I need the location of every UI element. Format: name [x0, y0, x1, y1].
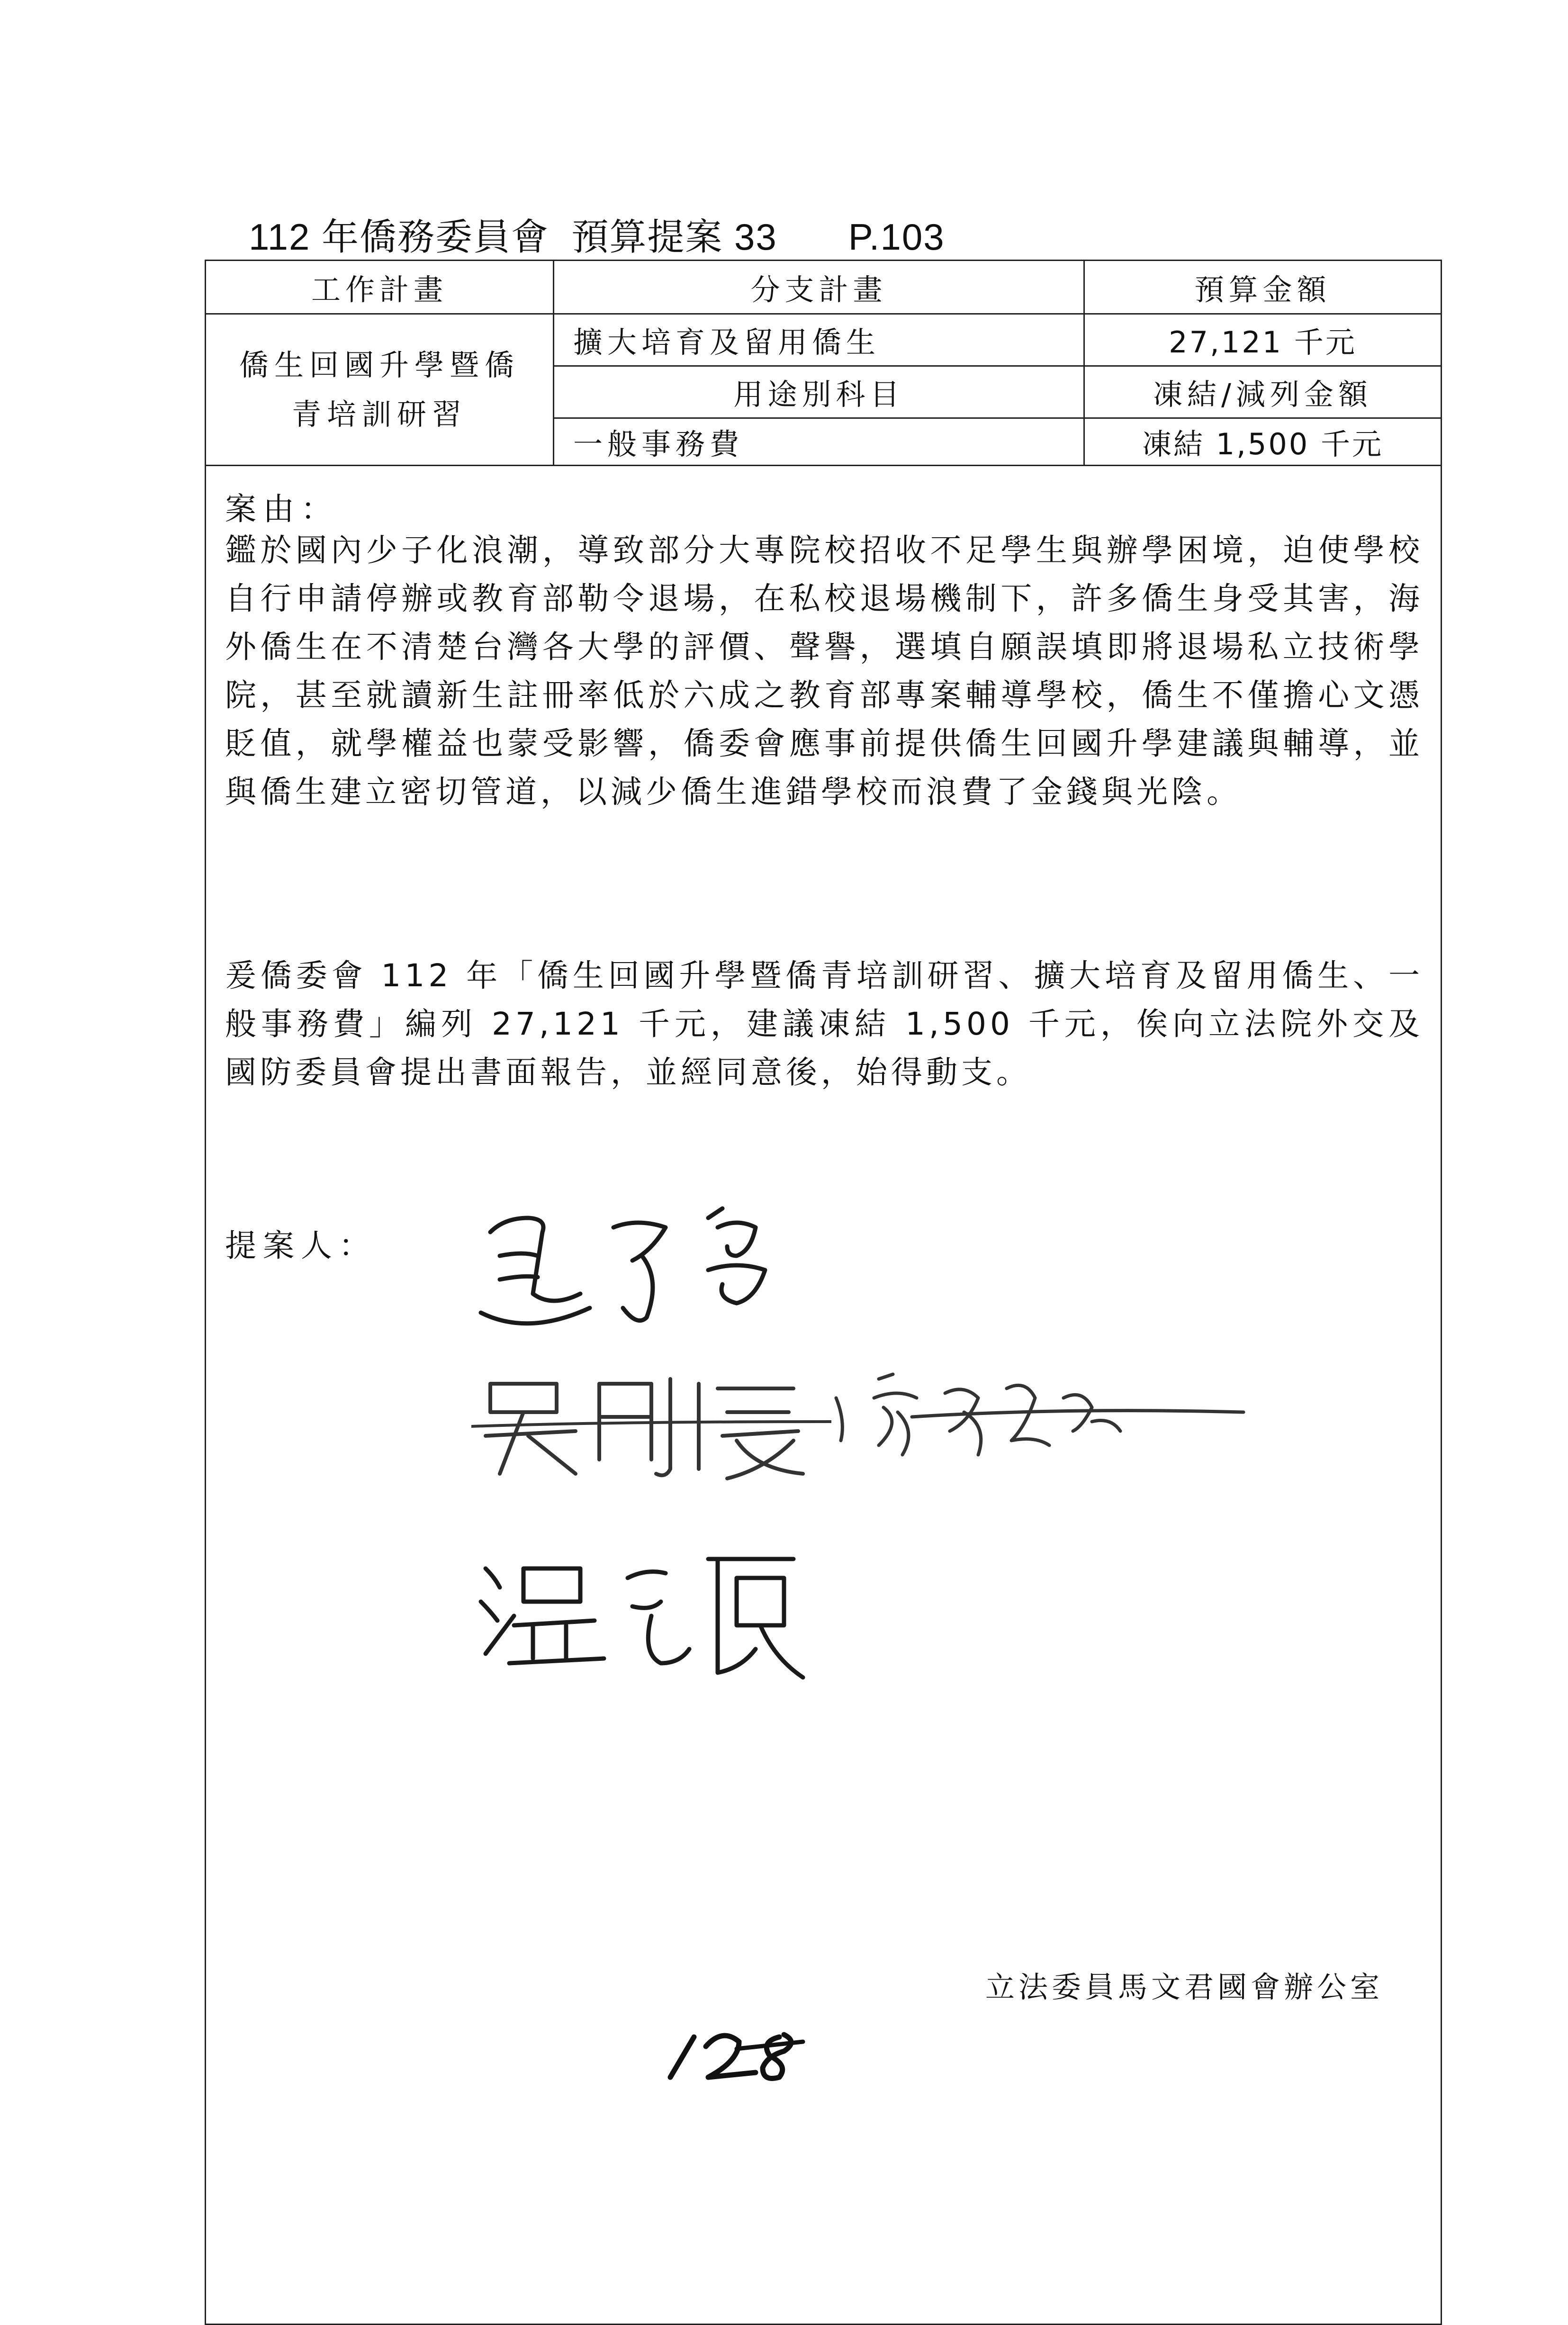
header-budget-amount: 預算金額	[1194, 272, 1331, 307]
handwritten-page-number	[661, 2023, 817, 2089]
proposal-frame	[205, 260, 1442, 2325]
case-paragraph-1: 鑑於國內少子化浪潮，導致部分大專院校招收不足學生與辦學困境，迫使學校自行申請停辦或教育部勒令退場，在私校退場機制下，許多僑生身受其害，海外僑生在不清楚台灣各大學的評價、聲譽，選填自願誤填即將退場私立技術學院，甚至就讀新生註冊率低於六成之教育部專案輔導學校，僑生不僅擔心文憑貶值，就學權益也蒙受影響，僑委會應事前提供僑生回國升學建議與輔導，並與僑生建立密切管道，以減少僑生進錯學校而浪費了金錢與光陰。	[225, 532, 1424, 810]
office-name: 立法委員馬文君國會辦公室	[985, 1970, 1384, 2004]
header-work-plan: 工作計畫	[311, 272, 448, 307]
document-header	[249, 207, 945, 261]
freeze-reduce-header: 凍結/減列金額	[1153, 377, 1372, 412]
signature-wu-sihuai	[471, 1365, 831, 1488]
work-plan-value	[206, 315, 553, 465]
proposer-label: 提案人：	[225, 1227, 377, 1264]
proposal-title: 112 年僑務委員會 預算提案 33	[249, 216, 777, 258]
use-category-header: 用途別科目	[733, 377, 904, 412]
signature-wen-yuxia	[471, 1540, 831, 1692]
budget-amount-value: 27,121 千元	[1169, 325, 1357, 360]
work-plan-line-2: 青培訓研習	[291, 397, 467, 432]
header-sub-plan: 分支計畫	[750, 272, 887, 307]
signature-ma-wenjun	[471, 1199, 831, 1341]
case-paragraph-2: 爰僑委會 112 年「僑生回國升學暨僑青培訓研習、擴大培育及留用僑生、一般事務費」編列 27,121 千元，建議凍結 1,500 千元，俟向立法院外交及國防委員會提出書面報告，並經同意後，始得動支。	[225, 957, 1424, 1090]
page-reference: P.103	[848, 216, 945, 258]
use-category-value: 一般事務費	[573, 427, 744, 461]
freeze-amount-value: 凍結 1,500 千元	[1142, 427, 1383, 461]
budget-table	[206, 261, 1441, 469]
work-plan-line-1: 僑生回國升學暨僑	[239, 347, 520, 382]
sub-plan-value: 擴大培育及留用僑生	[573, 325, 881, 360]
case-label: 案由：	[225, 491, 339, 527]
signature-chen-xuesheng	[827, 1360, 1253, 1464]
